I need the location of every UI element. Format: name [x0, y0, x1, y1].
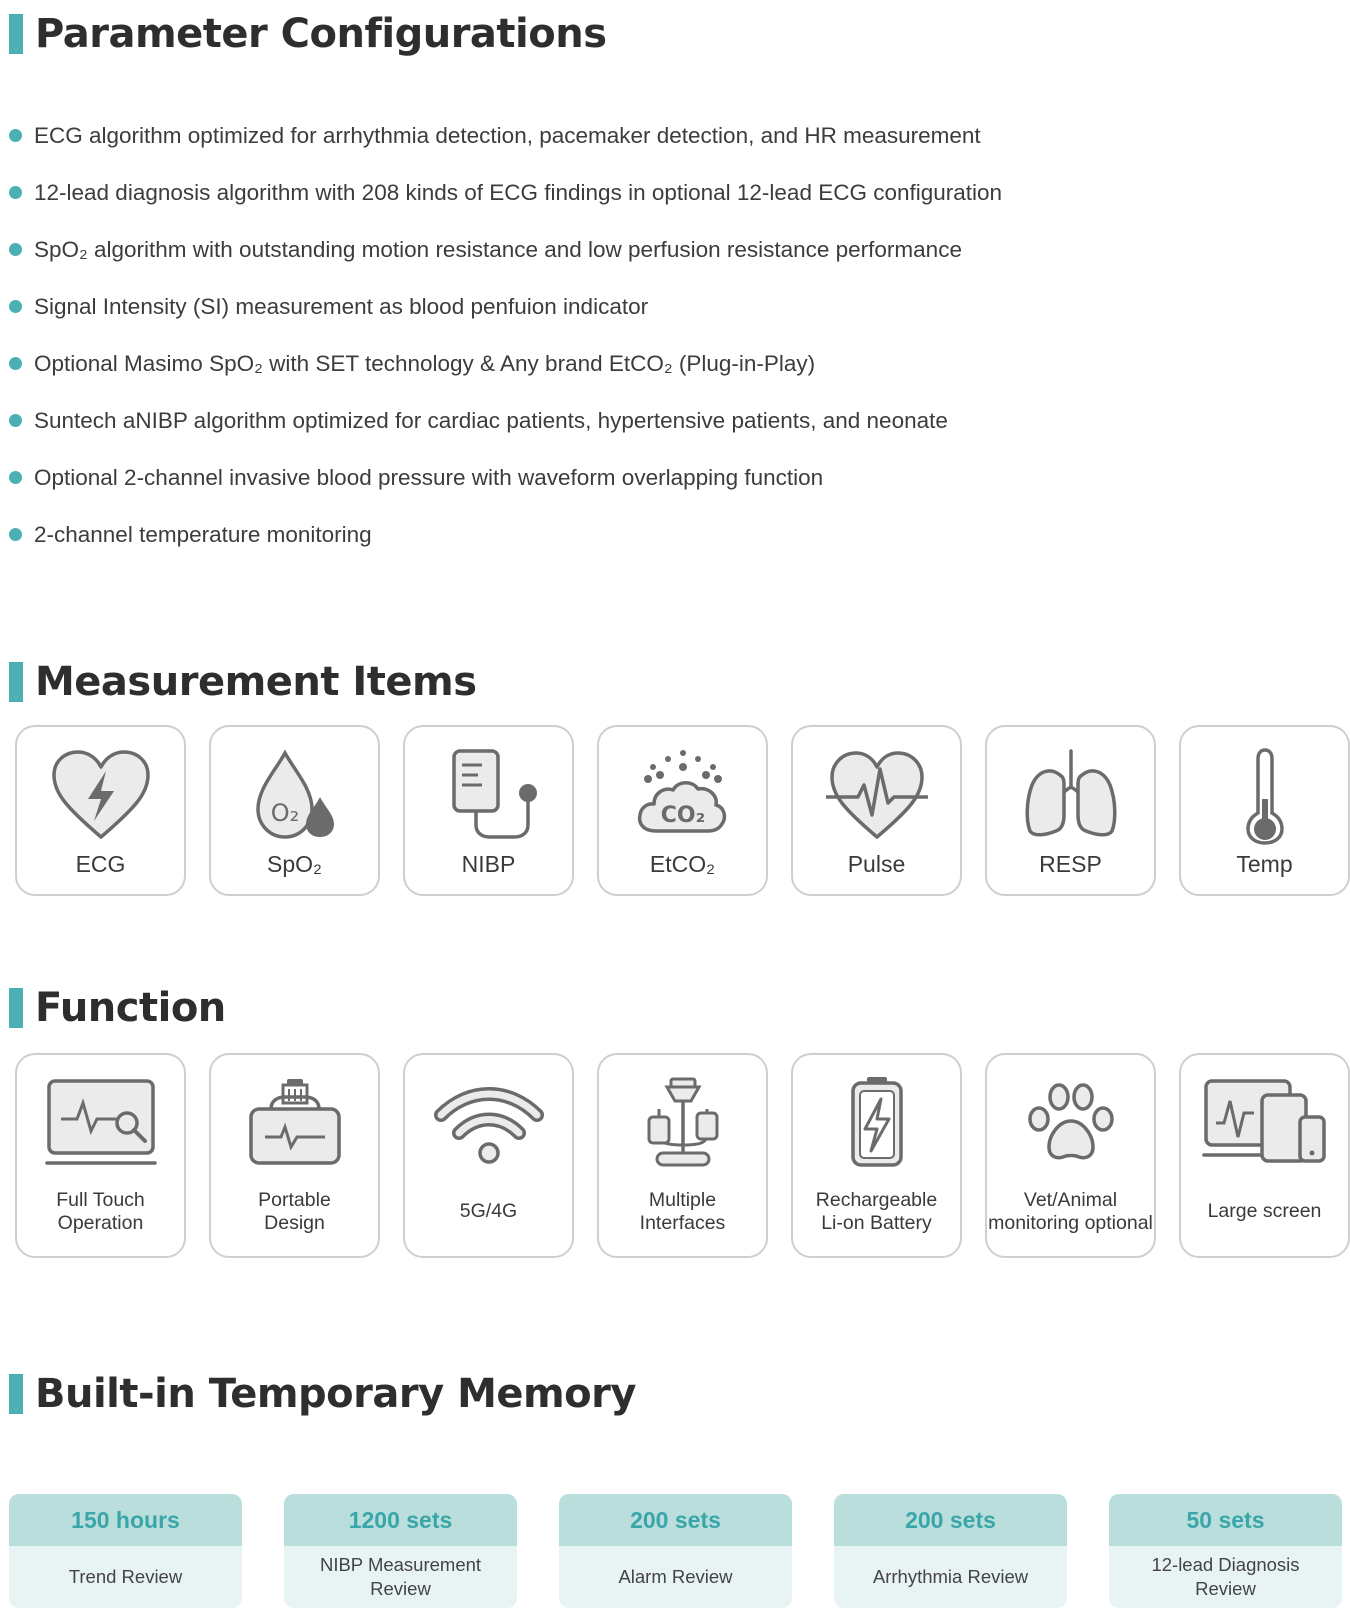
o2-text: O₂ — [270, 799, 299, 827]
measurement-item-nibp — [403, 725, 574, 896]
heart-bolt-icon — [46, 745, 156, 845]
measurement-items — [15, 725, 1350, 896]
memory-card-nibp — [284, 1494, 517, 1608]
item-label: Large screen — [1207, 1200, 1322, 1223]
list-item — [9, 221, 1329, 278]
co2-text: CO₂ — [660, 803, 705, 828]
memory-label: 12-lead Diagnosis Review — [1151, 1553, 1300, 1599]
function-item-portable — [209, 1053, 380, 1258]
list-item-text: 2-channel temperature monitoring — [34, 521, 372, 547]
list-item-text: Signal Intensity (SI) measurement as blood penfuion indicator — [34, 293, 649, 319]
bullet-dot — [9, 300, 22, 313]
devices-icon — [1200, 1073, 1330, 1173]
function-item-touch — [15, 1053, 186, 1258]
memory-card-trend — [9, 1494, 242, 1608]
function-item-battery — [791, 1053, 962, 1258]
section-title-measurement — [9, 659, 477, 705]
list-item-text: SpO₂ algorithm with outstanding motion resistance and low perfusion resistance performance — [34, 236, 962, 262]
section-title-parameters — [9, 11, 607, 57]
portable-monitor-icon — [235, 1073, 355, 1173]
title-accent-bar — [9, 988, 23, 1028]
list-item-text: Optional Masimo SpO₂ with SET technology & Any brand EtCO₂ (Plug-in-Play) — [34, 350, 816, 376]
heading: Built-in Temporary Memory — [35, 1371, 636, 1417]
heading: Measurement Items — [35, 659, 477, 705]
heading: Parameter Configurations — [35, 11, 607, 57]
measurement-item-pulse — [791, 725, 962, 896]
item-label: Full Touch Operation — [56, 1188, 145, 1234]
item-label: Portable Design — [258, 1188, 331, 1234]
memory-value: 200 sets — [559, 1494, 792, 1546]
touch-monitor-icon — [41, 1073, 161, 1173]
title-accent-bar — [9, 1374, 23, 1414]
bullet-dot — [9, 528, 22, 541]
function-item-large-screen — [1179, 1053, 1350, 1258]
item-label: Temp — [1236, 851, 1293, 877]
item-label: Pulse — [847, 851, 906, 877]
memory-value: 1200 sets — [284, 1494, 517, 1546]
item-label: Vet/Animal monitoring optional — [988, 1188, 1153, 1234]
memory-card-arrhythmia — [834, 1494, 1067, 1608]
list-item — [9, 335, 1329, 392]
measurement-item-resp — [985, 725, 1156, 896]
list-item — [9, 164, 1329, 221]
memory-value: 150 hours — [9, 1494, 242, 1546]
thermometer-icon — [1210, 745, 1320, 845]
memory-label: Arrhythmia Review — [872, 1565, 1029, 1587]
function-item-vet — [985, 1053, 1156, 1258]
list-item-text: Optional 2-channel invasive blood pressure with waveform overlapping function — [34, 464, 824, 490]
bullet-dot — [9, 414, 22, 427]
paw-icon — [1011, 1073, 1131, 1173]
wifi-icon — [429, 1073, 549, 1173]
memory-value: 50 sets — [1109, 1494, 1342, 1546]
bullet-dot — [9, 471, 22, 484]
measurement-item-temp — [1179, 725, 1350, 896]
list-item — [9, 449, 1329, 506]
list-item — [9, 506, 1329, 563]
battery-icon — [817, 1073, 937, 1173]
list-item — [9, 392, 1329, 449]
lungs-icon — [1016, 745, 1126, 845]
heart-pulse-icon — [822, 745, 932, 845]
measurement-item-ecg — [15, 725, 186, 896]
measurement-item-etco2 — [597, 725, 768, 896]
item-label: RESP — [1039, 851, 1102, 877]
heading: Function — [35, 985, 226, 1031]
function-item-5g — [403, 1053, 574, 1258]
item-label: Multiple Interfaces — [639, 1188, 726, 1234]
oxygen-drop-icon — [240, 745, 350, 845]
co2-cloud-icon — [628, 745, 738, 845]
item-label: NIBP — [461, 851, 516, 877]
measurement-item-spo2 — [209, 725, 380, 896]
item-label: 5G/4G — [459, 1200, 518, 1223]
parameter-list — [9, 107, 1329, 563]
title-accent-bar — [9, 662, 23, 702]
bullet-dot — [9, 243, 22, 256]
title-accent-bar — [9, 14, 23, 54]
memory-card-12-lead — [1109, 1494, 1342, 1608]
memory-cards — [9, 1494, 1342, 1608]
function-items — [15, 1053, 1350, 1258]
bullet-dot — [9, 186, 22, 199]
blood-pressure-cuff-icon — [434, 745, 544, 845]
memory-card-alarm — [559, 1494, 792, 1608]
section-title-function — [9, 985, 226, 1031]
bullet-dot — [9, 357, 22, 370]
list-item-text: ECG algorithm optimized for arrhythmia detection, pacemaker detection, and HR measurement — [34, 122, 981, 148]
item-label: Rechargeable Li-on Battery — [815, 1188, 938, 1234]
item-label: EtCO₂ — [649, 851, 716, 877]
item-label: SpO₂ — [267, 851, 322, 877]
memory-value: 200 sets — [834, 1494, 1067, 1546]
list-item-text: Suntech aNIBP algorithm optimized for cardiac patients, hypertensive patients, and neonate — [34, 407, 948, 433]
connectors-icon — [623, 1073, 743, 1173]
item-label: ECG — [75, 851, 126, 877]
memory-label: Alarm Review — [618, 1565, 733, 1587]
memory-label: NIBP Measurement Review — [319, 1553, 482, 1599]
list-item — [9, 107, 1329, 164]
function-item-interfaces — [597, 1053, 768, 1258]
list-item — [9, 278, 1329, 335]
memory-label: Trend Review — [68, 1565, 183, 1587]
section-title-memory — [9, 1371, 636, 1417]
list-item-text: 12-lead diagnosis algorithm with 208 kinds of ECG findings in optional 12-lead ECG configuration — [34, 179, 1003, 205]
bullet-dot — [9, 129, 22, 142]
